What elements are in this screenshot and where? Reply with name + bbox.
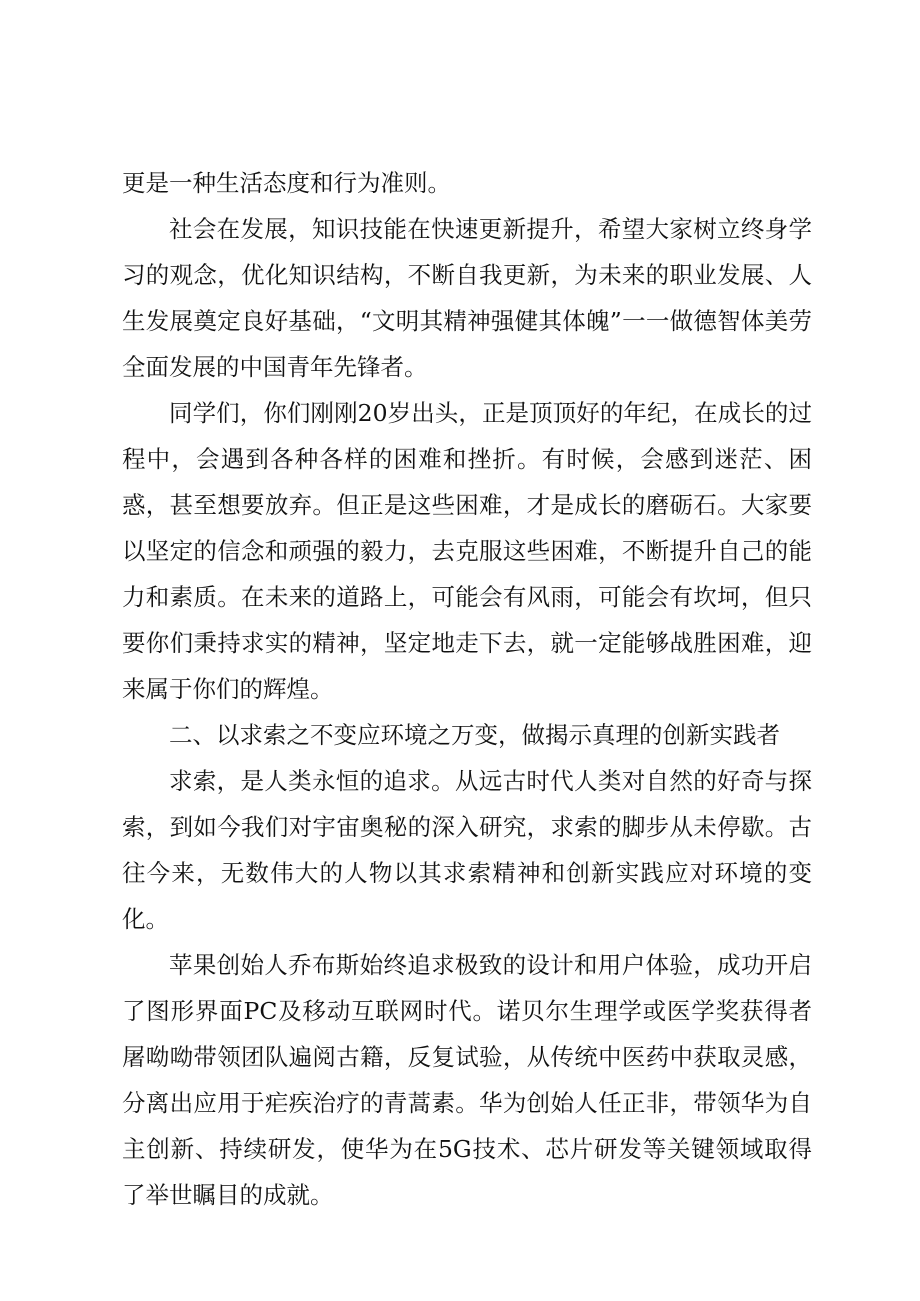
section-heading: 二、以求索之不变应环境之万变，做揭示真理的创新实践者: [169, 721, 780, 749]
paragraph-lifelong-learning: 社会在发展，知识技能在快速更新提升，希望大家树立终身学习的观念，优化知识结构，不断自我更新，为未来的职业发展、人生发展奠定良好基础，“文明其精神强健其体魄”一一做德智体美劳全面发展的中国青年先锋者。: [122, 215, 812, 381]
document-body: [122, 160, 812, 1218]
paragraph-examples: 苹果创始人乔布斯始终追求极致的设计和用户体验，成功开启了图形界面PC及移动互联网时代。诺贝尔生理学或医学奖获得者屠呦呦带领团队遍阅古籍，反复试验，从传统中医药中获取灵感，分离出应用于疟疾治疗的青蒿素。华为创始人任正非，带领华为自主创新、持续研发，使华为在5G技术、芯片研发等关键领域取得了举世瞩目的成就。: [122, 951, 812, 1209]
paragraph-pursuit: 求索，是人类永恒的追求。从远古时代人类对自然的好奇与探索，到如今我们对宇宙奥秘的深入研究，求索的脚步从未停歇。古往今来，无数伟大的人物以其求索精神和创新实践应对环境的变化。: [122, 767, 812, 933]
paragraph-overcoming-difficulties: 同学们，你们刚刚20岁出头，正是顶顶好的年纪，在成长的过程中，会遇到各种各样的困难和挫折。有时候，会感到迷茫、困惑，甚至想要放弃。但正是这些困难，才是成长的磨砺石。大家要以坚定的信念和顽强的毅力，去克服这些困难，不断提升自己的能力和素质。在未来的道路上，可能会有风雨，可能会有坎坷，但只要你们秉持求实的精神，坚定地走下去，就一定能够战胜困难，迎来属于你们的辉煌。: [122, 399, 812, 703]
paragraph-continuation: 更是一种生活态度和行为准则。: [122, 169, 451, 197]
